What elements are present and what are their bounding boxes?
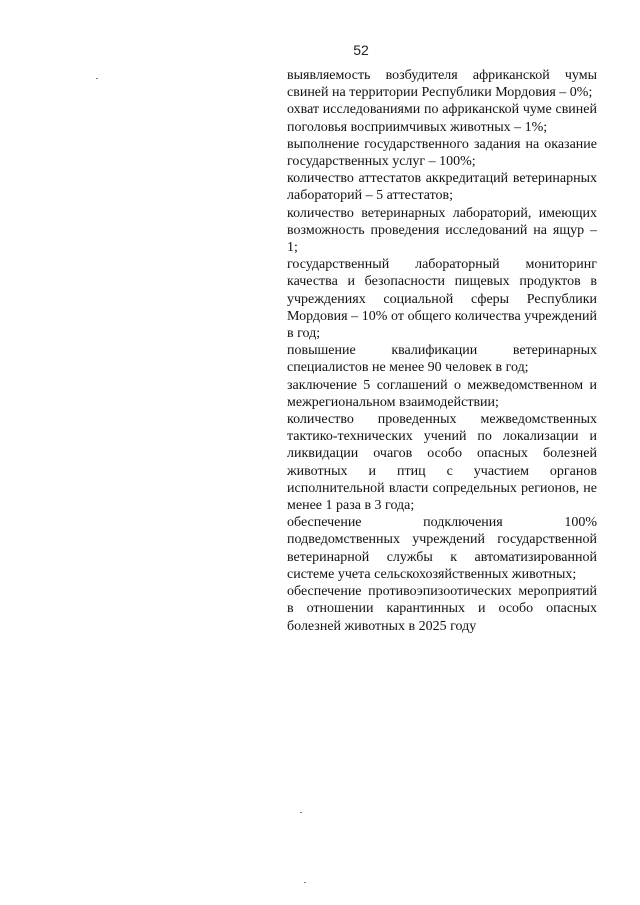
page-number: 52 [353,42,369,58]
list-item: обеспечение противоэпизоотических мероприятий в отношении карантинных и особо опасных болезней животных в 2025 году [287,584,597,634]
document-body [287,67,597,635]
scan-speck [96,78,98,79]
list-item: заключение 5 соглашений о межведомственном и межрегиональном взаимодействии; [287,377,597,410]
scan-speck [304,882,306,883]
list-item: обеспечение подключения 100% подведомственных учреждений государственной ветеринарной службы к автоматизированной системе учета сельскохозяйственных животных; [287,515,597,582]
list-item: количество аттестатов аккредитаций ветеринарных лабораторий – 5 аттестатов; [287,171,597,204]
list-item: государственный лабораторный мониторинг качества и безопасности пищевых продуктов в учреждениях социальной сферы Республики Мордовия – 10% от общего количества учреждений в год; [287,257,597,342]
list-item: выявляемость возбудителя африканской чумы свиней на территории Республики Мордовия – 0%; [287,68,597,101]
list-item: охват исследованиями по африканской чуме свиней поголовья восприимчивых животных – 1%; [287,102,597,135]
scan-speck [300,812,302,813]
list-item: повышение квалификации ветеринарных специалистов не менее 90 человек в год; [287,343,597,376]
list-item: количество проведенных межведомственных тактико-технических учений по локализации и ликвидации очагов особо опасных болезней животных и птиц с участием органов исполнительной власти сопредельных регионов, не менее 1 раза в 3 года; [287,412,597,514]
list-item: количество ветеринарных лабораторий, имеющих возможность проведения исследований на ящур – 1; [287,205,597,256]
list-item: выполнение государственного задания на оказание государственных услуг – 100%; [287,136,597,170]
